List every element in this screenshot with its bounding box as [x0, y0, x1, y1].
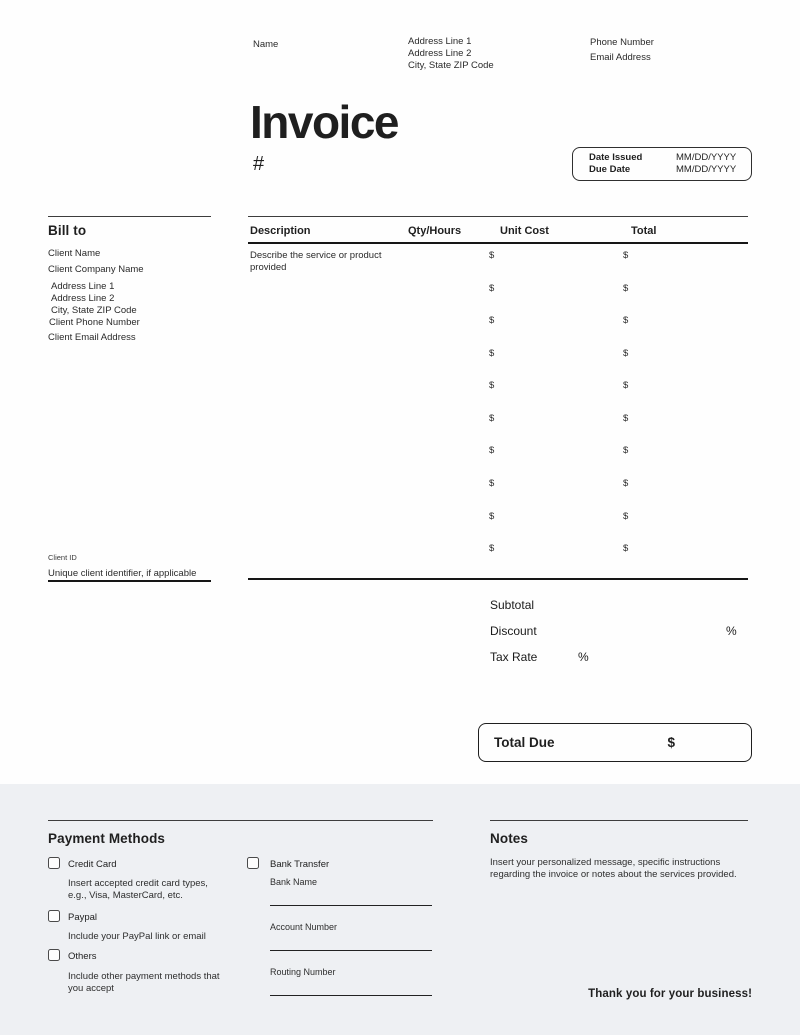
total-cell[interactable]: $	[623, 348, 629, 359]
paypal-checkbox[interactable]	[48, 910, 60, 922]
date-box	[572, 147, 752, 181]
due-date-label: Due Date	[589, 164, 631, 175]
notes-body: Insert your personalized message, specific instructions regarding the invoice or notes about the services provided.	[490, 857, 737, 880]
discount-label: Discount	[490, 624, 537, 638]
unit-cost-cell[interactable]: $	[489, 478, 495, 489]
account-number-field-line[interactable]	[270, 950, 432, 951]
column-header-qty: Qty/Hours	[408, 225, 462, 237]
client-name-field: Client Name	[48, 248, 101, 259]
total-cell[interactable]: $	[623, 543, 629, 554]
unit-cost-cell[interactable]: $	[489, 445, 495, 456]
item-description-placeholder[interactable]: Describe the service or product provided	[250, 250, 382, 273]
discount-unit: %	[726, 624, 737, 638]
credit-card-description: Insert accepted credit card types, e.g., Visa, MasterCard, etc.	[68, 878, 208, 901]
client-email-field: Client Email Address	[48, 332, 136, 343]
total-cell[interactable]: $	[623, 478, 629, 489]
unit-cost-cell[interactable]: $	[489, 380, 495, 391]
business-address-line1: Address Line 1	[408, 36, 472, 47]
business-email-label: Email Address	[590, 51, 651, 63]
invoice-number-placeholder: #	[253, 153, 265, 175]
total-due-label: Total Due	[494, 735, 555, 750]
total-cell[interactable]: $	[623, 413, 629, 424]
credit-card-checkbox[interactable]	[48, 857, 60, 869]
business-phone-label: Phone Number	[590, 37, 654, 48]
notes-top-rule	[490, 820, 748, 821]
bank-name-label: Bank Name	[270, 877, 318, 887]
client-id-field-line[interactable]	[48, 580, 211, 582]
client-phone-field: Client Phone Number	[49, 317, 140, 328]
column-header-unit-cost: Unit Cost	[500, 225, 549, 237]
business-address-line2: Address Line 2	[408, 48, 472, 59]
payment-methods-top-rule	[48, 820, 433, 821]
notes-heading: Notes	[490, 831, 529, 846]
table-bottom-rule	[248, 578, 748, 580]
subtotal-label: Subtotal	[490, 598, 535, 612]
bill-to-heading: Bill to	[48, 223, 87, 238]
client-company-field: Client Company Name	[48, 264, 144, 275]
bank-transfer-label: Bank Transfer	[270, 859, 330, 870]
unit-cost-cell[interactable]: $	[489, 283, 495, 294]
tax-rate-label: Tax Rate	[490, 650, 538, 664]
client-address-line2: Address Line 2	[51, 293, 115, 304]
client-id-label: Client ID	[48, 553, 77, 562]
tax-rate-unit: %	[578, 650, 589, 664]
client-id-hint: Unique client identifier, if applicable	[48, 568, 197, 579]
account-number-label: Account Number	[270, 922, 338, 932]
due-date-value: MM/DD/YYYY	[676, 164, 737, 175]
date-issued-value: MM/DD/YYYY	[676, 152, 737, 163]
bill-to-top-rule	[48, 216, 211, 217]
total-cell[interactable]: $	[623, 283, 629, 294]
date-issued-label: Date Issued	[589, 152, 643, 163]
unit-cost-cell[interactable]: $	[489, 511, 495, 522]
others-checkbox[interactable]	[48, 949, 60, 961]
business-contact-block	[590, 37, 654, 66]
business-name-label: Name	[253, 39, 279, 50]
routing-number-label: Routing Number	[270, 967, 336, 977]
unit-cost-cell[interactable]: $	[489, 250, 495, 261]
table-top-rule	[248, 216, 748, 217]
payment-methods-heading: Payment Methods	[48, 831, 166, 846]
client-address-block	[51, 281, 137, 317]
page-title: Invoice	[250, 96, 399, 148]
others-label: Others	[68, 951, 97, 962]
total-cell[interactable]: $	[623, 511, 629, 522]
client-address-line1: Address Line 1	[51, 281, 115, 292]
unit-cost-cell[interactable]: $	[489, 348, 495, 359]
total-due-amount[interactable]: $	[667, 735, 676, 750]
total-cell[interactable]: $	[623, 380, 629, 391]
total-due-box	[478, 723, 752, 762]
column-header-total: Total	[631, 225, 657, 237]
business-address-line3: City, State ZIP Code	[408, 60, 494, 71]
thank-you-message: Thank you for your business!	[588, 988, 752, 1000]
total-cell[interactable]: $	[623, 315, 629, 326]
routing-number-field-line[interactable]	[270, 995, 432, 996]
others-description: Include other payment methods that you accept	[68, 971, 220, 994]
column-header-description: Description	[250, 225, 311, 237]
business-address-block	[408, 36, 494, 72]
bank-name-field-line[interactable]	[270, 905, 432, 906]
total-cell[interactable]: $	[623, 445, 629, 456]
credit-card-label: Credit Card	[68, 859, 117, 870]
unit-cost-cell[interactable]: $	[489, 543, 495, 554]
unit-cost-cell[interactable]: $	[489, 315, 495, 326]
bank-transfer-checkbox[interactable]	[247, 857, 259, 869]
client-address-line3: City, State ZIP Code	[51, 305, 137, 316]
paypal-label: Paypal	[68, 912, 98, 923]
paypal-description: Include your PayPal link or email	[68, 931, 206, 942]
table-header-rule	[248, 242, 748, 244]
unit-cost-cell[interactable]: $	[489, 413, 495, 424]
total-cell[interactable]: $	[623, 250, 629, 261]
